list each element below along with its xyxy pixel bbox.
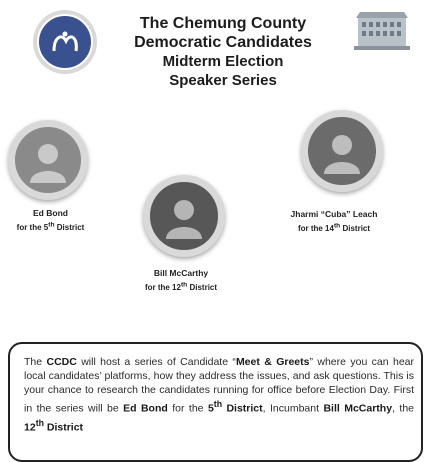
- bill-mccarthy-name: Bill McCarthy: [323, 402, 393, 415]
- candidate-caption-bill-mccarthy: [126, 268, 236, 293]
- title-line-3: Midterm Election: [162, 53, 284, 70]
- title-line-2: Democratic Candidates: [134, 34, 312, 51]
- candidate-photo-jharmi-leach: [301, 110, 383, 192]
- title-line-1: The Chemung County: [139, 15, 307, 32]
- ccdc-name: CCDC: [46, 356, 77, 368]
- candidate-district: for the 5th District: [16, 221, 85, 232]
- candidate-name: Ed Bond: [33, 208, 68, 218]
- announcement-text: The CCDC will host a series of Candidate “Meet & Greets” where you can hear local candidates’ platforms, how they address the issues, and ask questions. This is your chance to research the candidates running for office before Election Day. First in the series will be Ed Bond for the 5th District, Incumbant Bill McCarthy, the 12th District: [24, 356, 414, 433]
- candidate-photo-bill-mccarthy: [143, 175, 225, 257]
- building-icon: [350, 6, 414, 52]
- ed-bond-name: Ed Bond: [123, 402, 168, 415]
- party-logo: [33, 10, 97, 74]
- candidate-name: Bill McCarthy: [153, 268, 209, 278]
- meet-and-greets: Meet & Greets: [235, 356, 310, 368]
- person-icon: [308, 117, 375, 184]
- title-line-4: Speaker Series: [169, 72, 277, 89]
- person-icon: [150, 182, 217, 249]
- candidate-photo-ed-bond: [8, 120, 88, 200]
- logo-mark-icon: [48, 27, 82, 57]
- candidate-caption-jharmi-leach: [264, 209, 404, 234]
- person-icon: [15, 127, 81, 193]
- page-title: [118, 14, 328, 90]
- candidate-name: Jharmi “Cuba” Leach: [290, 209, 378, 219]
- party-logo-icon: [37, 14, 93, 70]
- candidate-caption-ed-bond: [8, 208, 93, 233]
- candidate-district: for the 12th District: [144, 281, 218, 292]
- candidate-district: for the 14th District: [297, 222, 371, 233]
